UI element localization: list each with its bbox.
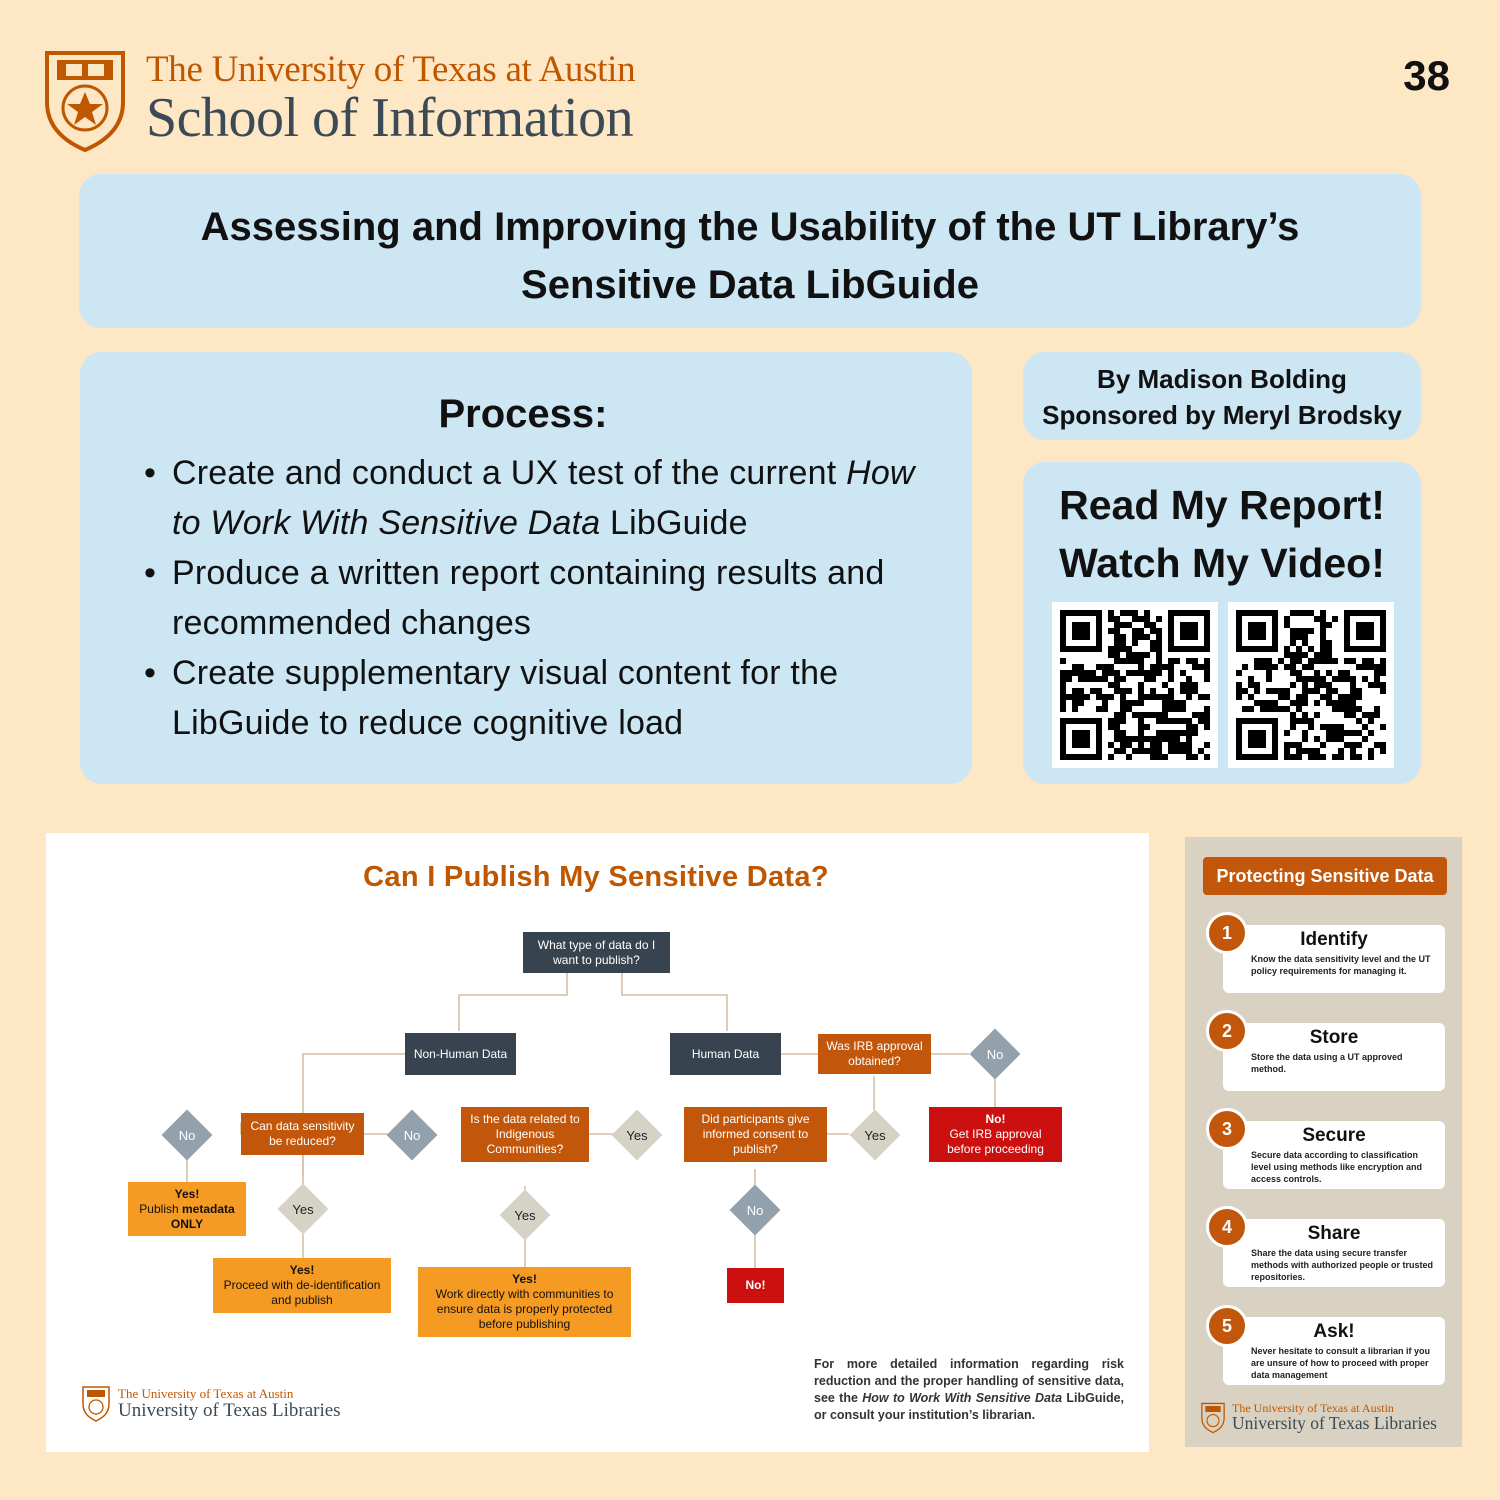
report-qr-code-icon[interactable]: [1052, 602, 1218, 768]
outcome-publish-metadata: [128, 1182, 246, 1236]
decision-label: No: [178, 1128, 196, 1143]
ut-libraries-logo-icon: [1201, 1402, 1225, 1434]
poster-number: 38: [1403, 52, 1450, 99]
school-name: School of Information: [146, 87, 634, 149]
process-item-ux-test: [140, 448, 940, 548]
step-title: Store: [1309, 1027, 1359, 1048]
decision-label: No: [986, 1047, 1004, 1062]
step-description: Store the data using a UT approved method.: [1251, 1052, 1403, 1074]
question-data-type: What type of data do I want to publish?: [523, 932, 670, 973]
outcome-work-with-communities: [418, 1267, 631, 1337]
step-description: Never hesitate to consult a librarian if you are unsure of how to proceed with proper data management: [1251, 1346, 1431, 1380]
outcome-head: Yes!: [289, 1263, 315, 1277]
outcome-body: [139, 1202, 234, 1217]
outcome-head: No!: [985, 1112, 1006, 1126]
question-reduce-sensitivity: Can data sensitivity be reduced?: [241, 1113, 364, 1155]
outcome-head: Yes!: [512, 1272, 537, 1286]
step-card-share: [1223, 1219, 1445, 1287]
publish-flowchart: [46, 833, 1149, 1452]
ut-libraries-logo-icon: [82, 1386, 110, 1422]
outcome-no-publish: No!: [727, 1268, 784, 1303]
outcome-body: Work directly with communities to ensure data is properly protected before publishing: [435, 1287, 614, 1331]
step-title: Ask!: [1313, 1321, 1355, 1342]
outcome-text: metadata: [182, 1201, 235, 1216]
step-number-badge: 5: [1206, 1305, 1248, 1347]
footnote-libguide-name: How to Work With Sensitive Data: [862, 1391, 1063, 1405]
step-card-secure: [1223, 1121, 1445, 1189]
decision-label: No: [746, 1203, 764, 1218]
logo-libraries-name: University of Texas Libraries: [1232, 1413, 1437, 1433]
libguide-name: How to Work With Sensitive Data: [172, 454, 915, 542]
protecting-data-panel: [1185, 837, 1462, 1447]
step-card-identify: [1223, 925, 1445, 993]
step-number-badge: 1: [1206, 912, 1248, 954]
footnote-text: For more detailed information regarding risk reduction and the proper handling of sensitive data, see the: [814, 1357, 1124, 1405]
step-title: Share: [1307, 1223, 1361, 1244]
decision-label: Yes: [626, 1128, 648, 1143]
decision-label: Yes: [292, 1202, 314, 1217]
footnote-text: LibGuide, or consult your institution’s librarian.: [814, 1391, 1125, 1422]
step-number-badge: 3: [1206, 1108, 1248, 1150]
node-human-data: Human Data: [670, 1033, 781, 1075]
sponsor-name: Sponsored by Meryl Brodsky: [1042, 400, 1402, 430]
process-item-text: LibGuide: [600, 504, 748, 542]
process-item-report: • Produce a written report containing results and recommended changes: [140, 548, 940, 648]
flowchart-title: Can I Publish My Sensitive Data?: [363, 861, 829, 893]
step-title: Identify: [1300, 929, 1368, 950]
process-panel: [80, 352, 972, 784]
logo-university-name: The University of Texas at Austin: [118, 1386, 294, 1401]
step-number-badge: 2: [1206, 1010, 1248, 1052]
decision-label: No: [403, 1128, 421, 1143]
decision-label: Yes: [514, 1208, 536, 1223]
outcome-body: Get IRB approval before proceeding: [947, 1127, 1044, 1156]
question-irb-approval: Was IRB approval obtained?: [818, 1034, 931, 1074]
logo-libraries-name: University of Texas Libraries: [118, 1400, 341, 1421]
protecting-data-header: Protecting Sensitive Data: [1203, 857, 1447, 895]
outcome-get-irb-approval: [929, 1107, 1062, 1162]
process-list: [140, 448, 940, 748]
node-non-human-data: Non-Human Data: [405, 1033, 516, 1075]
title-panel: [79, 174, 1421, 328]
outcome-de-identification: [213, 1258, 391, 1313]
author-name: By Madison Bolding: [1097, 364, 1347, 394]
logo-university-name: The University of Texas at Austin: [1232, 1401, 1394, 1415]
process-item-text: Create and conduct a UX test of the current: [172, 454, 847, 492]
process-heading: Process:: [438, 392, 608, 436]
question-informed-consent: Did participants give informed consent to publish?: [684, 1107, 827, 1162]
outcome-text: Publish: [139, 1201, 182, 1216]
video-qr-code-icon[interactable]: [1228, 602, 1394, 768]
university-name: The University of Texas at Austin: [146, 49, 636, 90]
poster-title: Assessing and Improving the Usability of the UT Library’s Sensitive Data LibGuide: [200, 205, 1300, 307]
step-title: Secure: [1302, 1125, 1366, 1146]
outcome-text: ONLY: [170, 1216, 204, 1231]
watch-video-label: Watch My Video!: [1059, 540, 1385, 586]
ut-shield-logo-icon: [44, 50, 126, 152]
step-card-ask: [1223, 1317, 1445, 1385]
outcome-head: Yes!: [174, 1186, 200, 1201]
step-description: Know the data sensitivity level and the UT policy requirements for managing it.: [1251, 954, 1431, 976]
step-number-badge: 4: [1206, 1206, 1248, 1248]
links-panel: [1023, 462, 1421, 784]
decision-label: Yes: [864, 1128, 886, 1143]
step-description: Share the data using secure transfer methods with authorized people or trusted repositories.: [1251, 1248, 1434, 1282]
question-indigenous-communities: Is the data related to Indigenous Communities?: [461, 1107, 589, 1162]
step-card-store: [1223, 1023, 1445, 1091]
read-report-label: Read My Report!: [1059, 482, 1385, 528]
flowchart-footnote: [814, 1356, 1124, 1424]
process-item-visual-content: • Create supplementary visual content for the LibGuide to reduce cognitive load: [140, 648, 940, 748]
author-panel: [1023, 352, 1421, 440]
step-description: Secure data according to classification level using methods like encryption and access controls.: [1251, 1150, 1423, 1184]
outcome-body: Proceed with de-identification and publish: [223, 1278, 381, 1307]
